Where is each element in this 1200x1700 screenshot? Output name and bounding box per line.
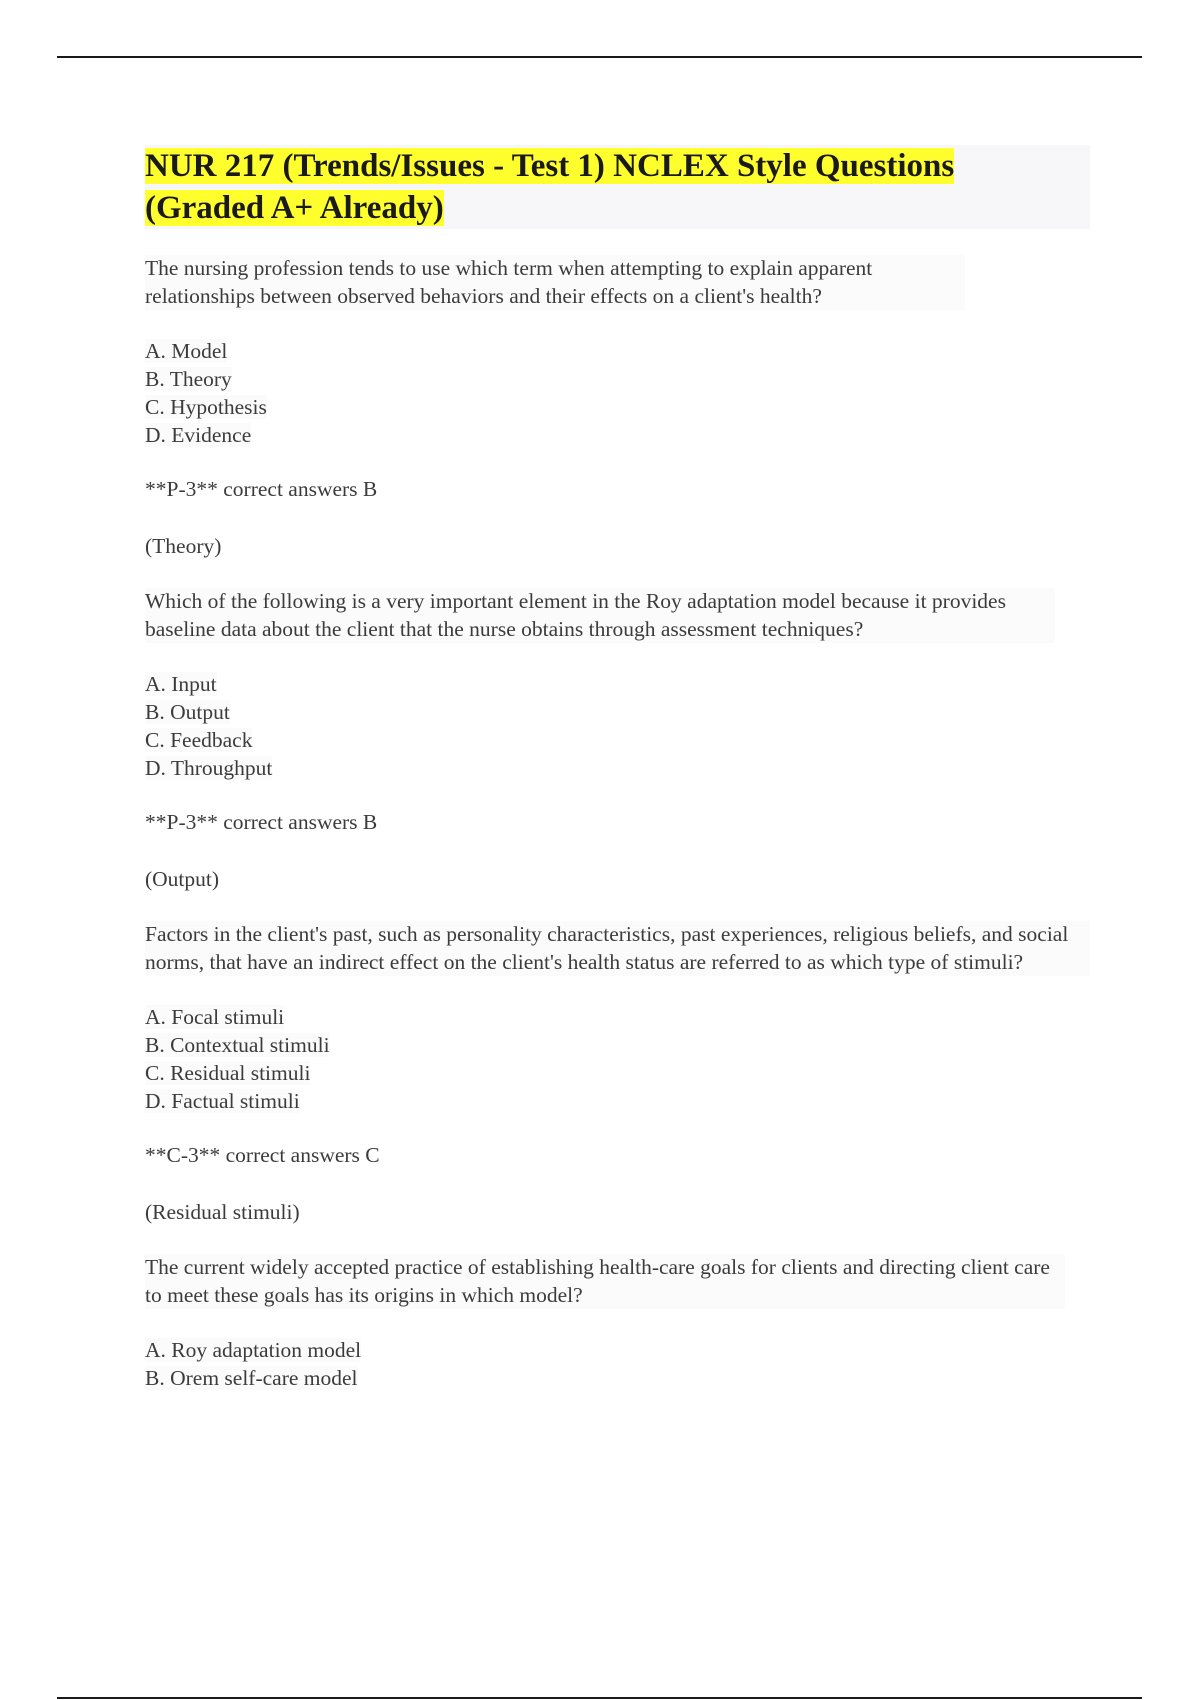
document-body — [145, 145, 1090, 1419]
options-list — [145, 1336, 1090, 1392]
option-item: B. Output — [145, 700, 230, 724]
question-text: Which of the following is a very important element in the Roy adaptation model because it provides baseline data about the client that the nurse obtains through assessment techniques? — [145, 588, 1055, 643]
option-item: B. Contextual stimuli — [145, 1033, 330, 1057]
question-block-4 — [145, 1254, 1090, 1392]
answer-line: **P-3** correct answers B — [145, 477, 378, 501]
title-line-1: NUR 217 (Trends/Issues - Test 1) NCLEX Style Questions — [145, 148, 955, 184]
options-list — [145, 337, 1090, 449]
top-rule — [57, 56, 1142, 58]
question-block-2 — [145, 588, 1090, 893]
option-item: B. Theory — [145, 367, 232, 391]
question-block-1 — [145, 255, 1090, 560]
option-item: A. Focal stimuli — [145, 1005, 285, 1029]
title-block — [145, 145, 1090, 229]
question-block-3 — [145, 921, 1090, 1226]
answer-line: **C-3** correct answers C — [145, 1143, 380, 1167]
options-list — [145, 670, 1090, 782]
option-item: D. Evidence — [145, 423, 252, 447]
option-item: C. Feedback — [145, 728, 253, 752]
option-item: C. Hypothesis — [145, 395, 267, 419]
bottom-rule — [57, 1697, 1142, 1699]
answer-explanation: (Theory) — [145, 533, 222, 558]
question-text: Factors in the client's past, such as personality characteristics, past experiences, religious beliefs, and social norms, that have an indirect effect on the client's health status are referred to as which type of stimuli? — [145, 921, 1090, 976]
document-title — [145, 145, 1090, 229]
answer-explanation: (Residual stimuli) — [145, 1199, 300, 1224]
option-item: B. Orem self-care model — [145, 1366, 358, 1390]
options-list — [145, 1003, 1090, 1115]
option-item: C. Residual stimuli — [145, 1061, 311, 1085]
question-text: The nursing profession tends to use which term when attempting to explain apparent relationships between observed behaviors and their effects on a client's health? — [145, 255, 965, 310]
option-item: A. Model — [145, 339, 228, 363]
title-line-2: (Graded A+ Already) — [145, 190, 444, 226]
option-item: A. Input — [145, 672, 217, 696]
answer-explanation: (Output) — [145, 866, 220, 891]
question-text: The current widely accepted practice of establishing health-care goals for clients and directing client care to meet these goals has its origins in which model? — [145, 1254, 1065, 1309]
option-item: A. Roy adaptation model — [145, 1338, 362, 1362]
option-item: D. Throughput — [145, 756, 273, 780]
option-item: D. Factual stimuli — [145, 1089, 300, 1113]
answer-line: **P-3** correct answers B — [145, 810, 378, 834]
